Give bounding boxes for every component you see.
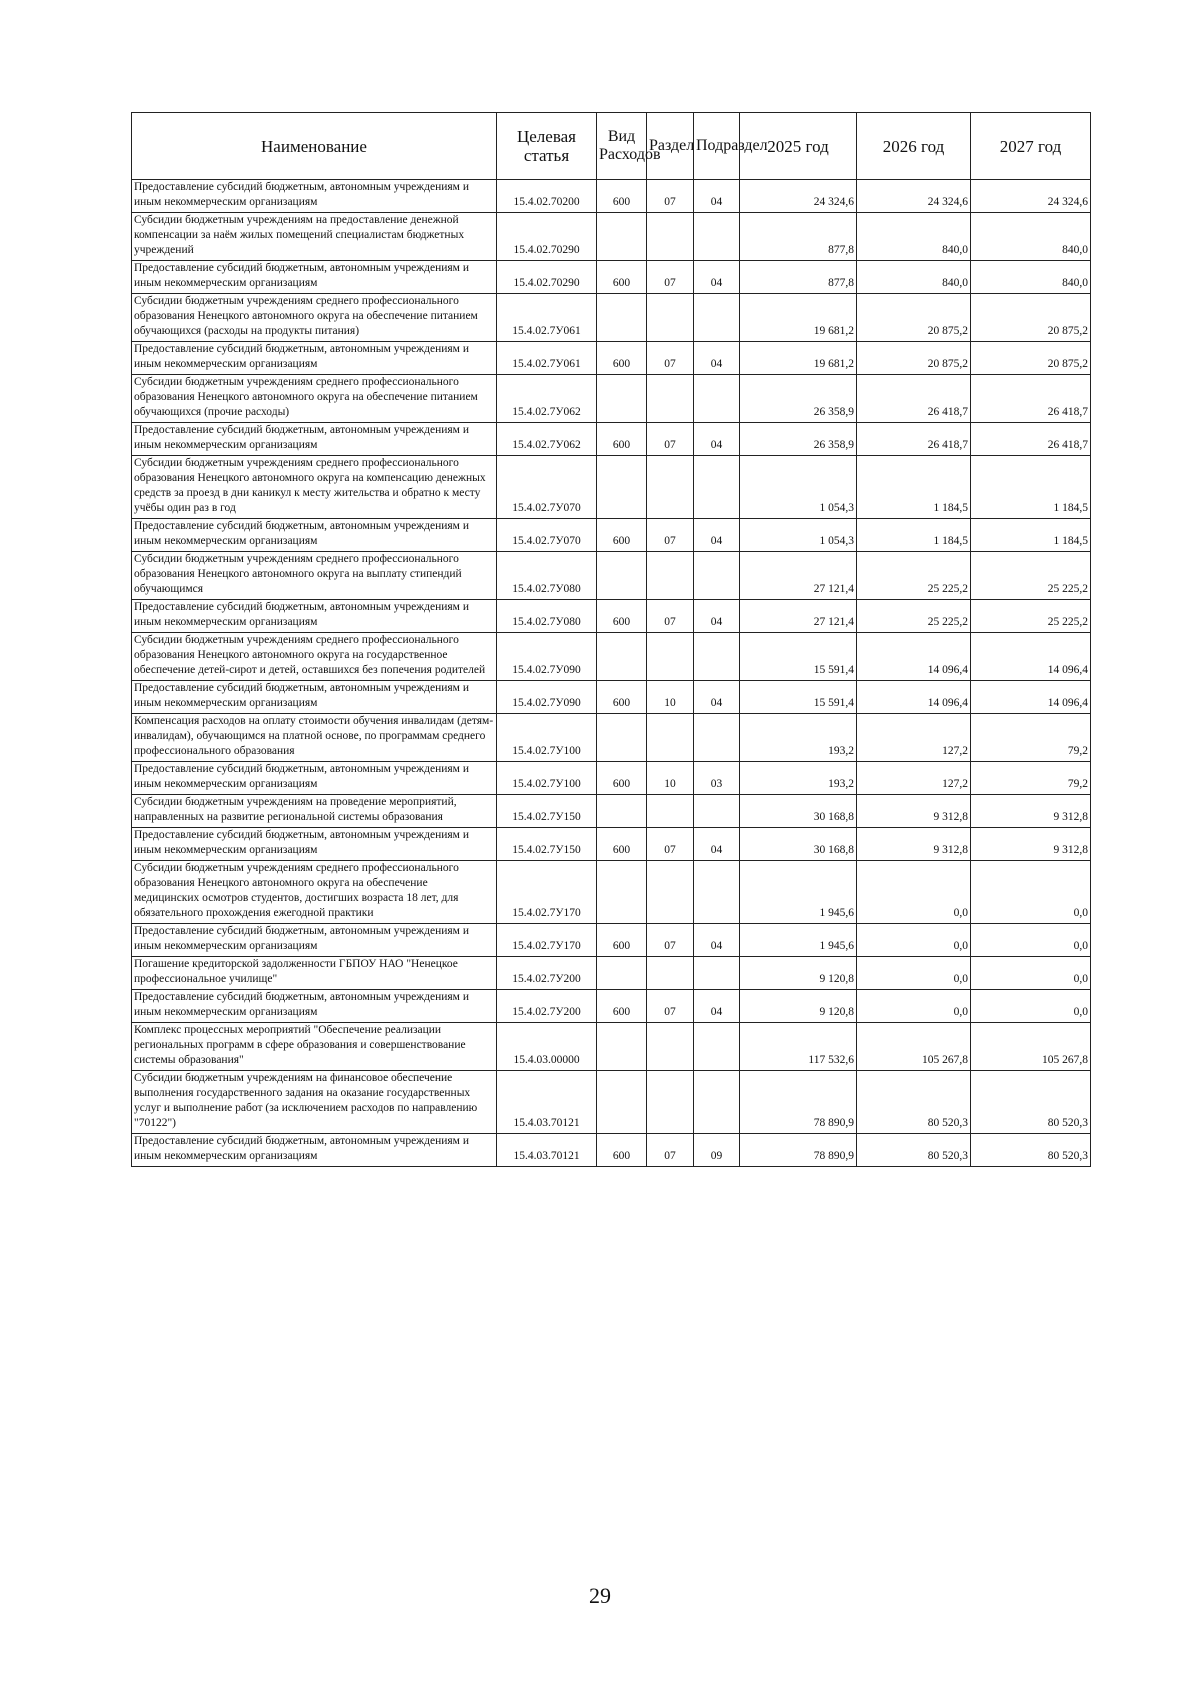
cell-2027: 20 875,2 bbox=[971, 294, 1091, 342]
cell-2026: 0,0 bbox=[857, 990, 971, 1023]
cell-name: Предоставление субсидий бюджетным, автономным учреждениям и иным некоммерческим организациям bbox=[132, 990, 497, 1023]
cell-2026: 127,2 bbox=[857, 762, 971, 795]
table-row bbox=[132, 861, 1091, 924]
cell-podrazdel: 04 bbox=[694, 423, 740, 456]
cell-2027: 840,0 bbox=[971, 261, 1091, 294]
cell-vr bbox=[597, 1023, 647, 1071]
cell-2027: 14 096,4 bbox=[971, 633, 1091, 681]
cell-2026: 1 184,5 bbox=[857, 519, 971, 552]
cell-2025: 78 890,9 bbox=[740, 1134, 857, 1167]
table-row bbox=[132, 1134, 1091, 1167]
cell-2025: 9 120,8 bbox=[740, 990, 857, 1023]
table-row bbox=[132, 1071, 1091, 1134]
cell-vr: 600 bbox=[597, 990, 647, 1023]
cell-vr: 600 bbox=[597, 828, 647, 861]
header-podrazdel: Подраздел bbox=[694, 113, 740, 180]
cell-name: Субсидии бюджетным учреждениям на предоставление денежной компенсации за наём жилых помещений специалистам бюджетных учреждений bbox=[132, 213, 497, 261]
cell-podrazdel bbox=[694, 957, 740, 990]
table-row bbox=[132, 180, 1091, 213]
cell-podrazdel bbox=[694, 795, 740, 828]
cell-target: 15.4.03.70121 bbox=[497, 1071, 597, 1134]
cell-2025: 26 358,9 bbox=[740, 423, 857, 456]
cell-vr: 600 bbox=[597, 519, 647, 552]
cell-2025: 30 168,8 bbox=[740, 795, 857, 828]
cell-target: 15.4.02.7У061 bbox=[497, 294, 597, 342]
cell-vr bbox=[597, 456, 647, 519]
cell-razdel: 07 bbox=[647, 261, 694, 294]
cell-2026: 0,0 bbox=[857, 924, 971, 957]
table-row bbox=[132, 519, 1091, 552]
cell-target: 15.4.02.7У090 bbox=[497, 633, 597, 681]
cell-podrazdel: 09 bbox=[694, 1134, 740, 1167]
cell-vr bbox=[597, 957, 647, 990]
cell-name: Субсидии бюджетным учреждениям на финансовое обеспечение выполнения государственного задания на оказание государственных услуг и выполнение работ (за исключением расходов по направлению "70122") bbox=[132, 1071, 497, 1134]
cell-podrazdel: 04 bbox=[694, 924, 740, 957]
cell-2027: 26 418,7 bbox=[971, 375, 1091, 423]
cell-2025: 193,2 bbox=[740, 714, 857, 762]
cell-2026: 26 418,7 bbox=[857, 423, 971, 456]
cell-razdel: 10 bbox=[647, 762, 694, 795]
cell-name: Субсидии бюджетным учреждениям среднего профессионального образования Ненецкого автономного округа на обеспечение медицинских осмотров студентов, достигших возраста 18 лет, для обязательного прохождения ежегодной практики bbox=[132, 861, 497, 924]
cell-2025: 15 591,4 bbox=[740, 633, 857, 681]
table-row bbox=[132, 342, 1091, 375]
cell-2026: 840,0 bbox=[857, 261, 971, 294]
cell-target: 15.4.02.7У170 bbox=[497, 924, 597, 957]
cell-vr: 600 bbox=[597, 1134, 647, 1167]
cell-2027: 80 520,3 bbox=[971, 1134, 1091, 1167]
cell-2027: 840,0 bbox=[971, 213, 1091, 261]
cell-name: Предоставление субсидий бюджетным, автономным учреждениям и иным некоммерческим организациям bbox=[132, 924, 497, 957]
cell-name: Предоставление субсидий бюджетным, автономным учреждениям и иным некоммерческим организациям bbox=[132, 681, 497, 714]
cell-target: 15.4.02.7У150 bbox=[497, 828, 597, 861]
cell-target: 15.4.03.00000 bbox=[497, 1023, 597, 1071]
header-2027: 2027 год bbox=[971, 113, 1091, 180]
cell-target: 15.4.02.7У090 bbox=[497, 681, 597, 714]
cell-2025: 78 890,9 bbox=[740, 1071, 857, 1134]
cell-name: Предоставление субсидий бюджетным, автономным учреждениям и иным некоммерческим организациям bbox=[132, 762, 497, 795]
cell-target: 15.4.03.70121 bbox=[497, 1134, 597, 1167]
table-row bbox=[132, 990, 1091, 1023]
cell-2026: 105 267,8 bbox=[857, 1023, 971, 1071]
cell-razdel: 07 bbox=[647, 342, 694, 375]
cell-razdel: 07 bbox=[647, 828, 694, 861]
table-row bbox=[132, 375, 1091, 423]
cell-2027: 79,2 bbox=[971, 762, 1091, 795]
cell-razdel bbox=[647, 957, 694, 990]
cell-2025: 26 358,9 bbox=[740, 375, 857, 423]
cell-vr bbox=[597, 375, 647, 423]
cell-2026: 0,0 bbox=[857, 957, 971, 990]
cell-vr: 600 bbox=[597, 762, 647, 795]
cell-2026: 80 520,3 bbox=[857, 1071, 971, 1134]
cell-podrazdel bbox=[694, 1023, 740, 1071]
cell-razdel: 07 bbox=[647, 990, 694, 1023]
cell-target: 15.4.02.7У070 bbox=[497, 519, 597, 552]
cell-vr bbox=[597, 1071, 647, 1134]
cell-name: Субсидии бюджетным учреждениям среднего профессионального образования Ненецкого автономного округа на компенсацию денежных средств за проезд в дни каникул к месту жительства и обратно к месту учёбы один раз в год bbox=[132, 456, 497, 519]
table-row bbox=[132, 213, 1091, 261]
cell-2026: 24 324,6 bbox=[857, 180, 971, 213]
cell-razdel: 07 bbox=[647, 600, 694, 633]
cell-podrazdel bbox=[694, 375, 740, 423]
cell-target: 15.4.02.7У062 bbox=[497, 423, 597, 456]
cell-2026: 9 312,8 bbox=[857, 795, 971, 828]
header-name: Наименование bbox=[132, 113, 497, 180]
cell-razdel: 07 bbox=[647, 1134, 694, 1167]
cell-2027: 9 312,8 bbox=[971, 828, 1091, 861]
cell-podrazdel: 04 bbox=[694, 600, 740, 633]
cell-name: Предоставление субсидий бюджетным, автономным учреждениям и иным некоммерческим организациям bbox=[132, 180, 497, 213]
cell-podrazdel: 04 bbox=[694, 519, 740, 552]
table-row bbox=[132, 924, 1091, 957]
table-row bbox=[132, 762, 1091, 795]
page-number: 29 bbox=[589, 1583, 611, 1608]
cell-2025: 15 591,4 bbox=[740, 681, 857, 714]
cell-name: Субсидии бюджетным учреждениям на проведение мероприятий, направленных на развитие региональной системы образования bbox=[132, 795, 497, 828]
cell-2025: 30 168,8 bbox=[740, 828, 857, 861]
cell-target: 15.4.02.7У061 bbox=[497, 342, 597, 375]
cell-2025: 1 945,6 bbox=[740, 924, 857, 957]
cell-target: 15.4.02.7У062 bbox=[497, 375, 597, 423]
table-row bbox=[132, 294, 1091, 342]
cell-razdel: 07 bbox=[647, 924, 694, 957]
table-row bbox=[132, 714, 1091, 762]
cell-razdel bbox=[647, 375, 694, 423]
cell-2025: 1 054,3 bbox=[740, 456, 857, 519]
cell-2026: 25 225,2 bbox=[857, 552, 971, 600]
table-row bbox=[132, 423, 1091, 456]
cell-name: Предоставление субсидий бюджетным, автономным учреждениям и иным некоммерческим организациям bbox=[132, 342, 497, 375]
cell-vr bbox=[597, 633, 647, 681]
cell-vr bbox=[597, 294, 647, 342]
cell-2026: 20 875,2 bbox=[857, 342, 971, 375]
cell-target: 15.4.02.7У100 bbox=[497, 714, 597, 762]
cell-podrazdel bbox=[694, 456, 740, 519]
cell-2026: 127,2 bbox=[857, 714, 971, 762]
cell-razdel bbox=[647, 294, 694, 342]
cell-razdel: 10 bbox=[647, 681, 694, 714]
cell-2025: 24 324,6 bbox=[740, 180, 857, 213]
table-row bbox=[132, 552, 1091, 600]
cell-2027: 9 312,8 bbox=[971, 795, 1091, 828]
cell-2027: 14 096,4 bbox=[971, 681, 1091, 714]
table-row bbox=[132, 795, 1091, 828]
cell-vr bbox=[597, 795, 647, 828]
cell-target: 15.4.02.7У200 bbox=[497, 990, 597, 1023]
cell-podrazdel bbox=[694, 294, 740, 342]
header-2026: 2026 год bbox=[857, 113, 971, 180]
cell-2025: 877,8 bbox=[740, 213, 857, 261]
cell-2027: 25 225,2 bbox=[971, 552, 1091, 600]
cell-podrazdel bbox=[694, 633, 740, 681]
cell-vr bbox=[597, 861, 647, 924]
table-row bbox=[132, 1023, 1091, 1071]
cell-target: 15.4.02.70290 bbox=[497, 261, 597, 294]
cell-razdel bbox=[647, 456, 694, 519]
cell-2026: 14 096,4 bbox=[857, 633, 971, 681]
cell-2027: 105 267,8 bbox=[971, 1023, 1091, 1071]
cell-2025: 27 121,4 bbox=[740, 552, 857, 600]
cell-podrazdel: 04 bbox=[694, 681, 740, 714]
cell-name: Предоставление субсидий бюджетным, автономным учреждениям и иным некоммерческим организациям bbox=[132, 519, 497, 552]
cell-2025: 19 681,2 bbox=[740, 294, 857, 342]
cell-2027: 80 520,3 bbox=[971, 1071, 1091, 1134]
cell-target: 15.4.02.7У150 bbox=[497, 795, 597, 828]
cell-razdel: 07 bbox=[647, 519, 694, 552]
cell-podrazdel: 04 bbox=[694, 261, 740, 294]
cell-2027: 26 418,7 bbox=[971, 423, 1091, 456]
cell-name: Предоставление субсидий бюджетным, автономным учреждениям и иным некоммерческим организациям bbox=[132, 600, 497, 633]
cell-name: Погашение кредиторской задолженности ГБПОУ НАО "Ненецкое профессиональное училище" bbox=[132, 957, 497, 990]
header-razdel: Раздел bbox=[647, 113, 694, 180]
cell-2026: 0,0 bbox=[857, 861, 971, 924]
cell-2027: 20 875,2 bbox=[971, 342, 1091, 375]
cell-podrazdel: 03 bbox=[694, 762, 740, 795]
cell-vr: 600 bbox=[597, 261, 647, 294]
cell-podrazdel: 04 bbox=[694, 342, 740, 375]
cell-2026: 25 225,2 bbox=[857, 600, 971, 633]
cell-2027: 0,0 bbox=[971, 990, 1091, 1023]
table-row bbox=[132, 633, 1091, 681]
cell-name: Предоставление субсидий бюджетным, автономным учреждениям и иным некоммерческим организациям bbox=[132, 1134, 497, 1167]
cell-2025: 877,8 bbox=[740, 261, 857, 294]
cell-name: Предоставление субсидий бюджетным, автономным учреждениям и иным некоммерческим организациям bbox=[132, 423, 497, 456]
cell-2026: 26 418,7 bbox=[857, 375, 971, 423]
table-body bbox=[132, 180, 1091, 1167]
table-row bbox=[132, 681, 1091, 714]
cell-2027: 79,2 bbox=[971, 714, 1091, 762]
cell-name: Комплекс процессных мероприятий "Обеспечение реализации региональных программ в сфере образования и совершенствование системы образования" bbox=[132, 1023, 497, 1071]
header-target: Целевая статья bbox=[497, 113, 597, 180]
header-row bbox=[132, 113, 1091, 180]
cell-podrazdel bbox=[694, 1071, 740, 1134]
cell-2026: 840,0 bbox=[857, 213, 971, 261]
cell-podrazdel bbox=[694, 552, 740, 600]
cell-razdel bbox=[647, 552, 694, 600]
cell-2026: 20 875,2 bbox=[857, 294, 971, 342]
cell-2027: 24 324,6 bbox=[971, 180, 1091, 213]
cell-target: 15.4.02.7У070 bbox=[497, 456, 597, 519]
cell-target: 15.4.02.7У080 bbox=[497, 600, 597, 633]
cell-2026: 14 096,4 bbox=[857, 681, 971, 714]
cell-target: 15.4.02.70290 bbox=[497, 213, 597, 261]
cell-vr: 600 bbox=[597, 423, 647, 456]
cell-razdel bbox=[647, 714, 694, 762]
cell-2027: 0,0 bbox=[971, 924, 1091, 957]
cell-target: 15.4.02.7У200 bbox=[497, 957, 597, 990]
cell-2025: 193,2 bbox=[740, 762, 857, 795]
table-row bbox=[132, 456, 1091, 519]
cell-target: 15.4.02.7У080 bbox=[497, 552, 597, 600]
cell-name: Компенсация расходов на оплату стоимости обучения инвалидам (детям-инвалидам), обучающимся на платной основе, по программам среднего профессионального образования bbox=[132, 714, 497, 762]
cell-razdel bbox=[647, 861, 694, 924]
cell-2027: 1 184,5 bbox=[971, 519, 1091, 552]
cell-podrazdel: 04 bbox=[694, 990, 740, 1023]
cell-2025: 117 532,6 bbox=[740, 1023, 857, 1071]
cell-vr: 600 bbox=[597, 180, 647, 213]
header-2025: 2025 год bbox=[740, 113, 857, 180]
cell-podrazdel bbox=[694, 714, 740, 762]
table-row bbox=[132, 828, 1091, 861]
cell-razdel bbox=[647, 795, 694, 828]
cell-name: Субсидии бюджетным учреждениям среднего профессионального образования Ненецкого автономного округа на выплату стипендий обучающимся bbox=[132, 552, 497, 600]
cell-target: 15.4.02.7У100 bbox=[497, 762, 597, 795]
cell-vr bbox=[597, 714, 647, 762]
budget-table bbox=[131, 112, 1091, 1167]
table-row bbox=[132, 261, 1091, 294]
table-row bbox=[132, 600, 1091, 633]
cell-name: Предоставление субсидий бюджетным, автономным учреждениям и иным некоммерческим организациям bbox=[132, 261, 497, 294]
cell-podrazdel: 04 bbox=[694, 180, 740, 213]
cell-2027: 1 184,5 bbox=[971, 456, 1091, 519]
cell-vr bbox=[597, 213, 647, 261]
cell-vr: 600 bbox=[597, 600, 647, 633]
cell-vr: 600 bbox=[597, 681, 647, 714]
table-row bbox=[132, 957, 1091, 990]
cell-2027: 25 225,2 bbox=[971, 600, 1091, 633]
cell-name: Предоставление субсидий бюджетным, автономным учреждениям и иным некоммерческим организациям bbox=[132, 828, 497, 861]
cell-2025: 9 120,8 bbox=[740, 957, 857, 990]
cell-2026: 80 520,3 bbox=[857, 1134, 971, 1167]
cell-2026: 9 312,8 bbox=[857, 828, 971, 861]
cell-name: Субсидии бюджетным учреждениям среднего профессионального образования Ненецкого автономного округа на обеспечение питанием обучающихся (прочие расходы) bbox=[132, 375, 497, 423]
cell-2025: 1 945,6 bbox=[740, 861, 857, 924]
cell-target: 15.4.02.70200 bbox=[497, 180, 597, 213]
cell-name: Субсидии бюджетным учреждениям среднего профессионального образования Ненецкого автономного округа на государственное обеспечение детей-сирот и детей, оставшихся без попечения родителей bbox=[132, 633, 497, 681]
header-vr: Вид Расходов bbox=[597, 113, 647, 180]
cell-2025: 19 681,2 bbox=[740, 342, 857, 375]
cell-vr bbox=[597, 552, 647, 600]
cell-target: 15.4.02.7У170 bbox=[497, 861, 597, 924]
cell-2026: 1 184,5 bbox=[857, 456, 971, 519]
cell-razdel: 07 bbox=[647, 423, 694, 456]
cell-name: Субсидии бюджетным учреждениям среднего профессионального образования Ненецкого автономного округа на обеспечение питанием обучающихся (расходы на продукты питания) bbox=[132, 294, 497, 342]
cell-vr: 600 bbox=[597, 342, 647, 375]
cell-razdel: 07 bbox=[647, 180, 694, 213]
cell-razdel bbox=[647, 1023, 694, 1071]
cell-podrazdel bbox=[694, 213, 740, 261]
cell-vr: 600 bbox=[597, 924, 647, 957]
cell-2027: 0,0 bbox=[971, 957, 1091, 990]
cell-razdel bbox=[647, 1071, 694, 1134]
cell-podrazdel bbox=[694, 861, 740, 924]
cell-razdel bbox=[647, 633, 694, 681]
cell-2025: 1 054,3 bbox=[740, 519, 857, 552]
cell-razdel bbox=[647, 213, 694, 261]
cell-podrazdel: 04 bbox=[694, 828, 740, 861]
cell-2027: 0,0 bbox=[971, 861, 1091, 924]
cell-2025: 27 121,4 bbox=[740, 600, 857, 633]
